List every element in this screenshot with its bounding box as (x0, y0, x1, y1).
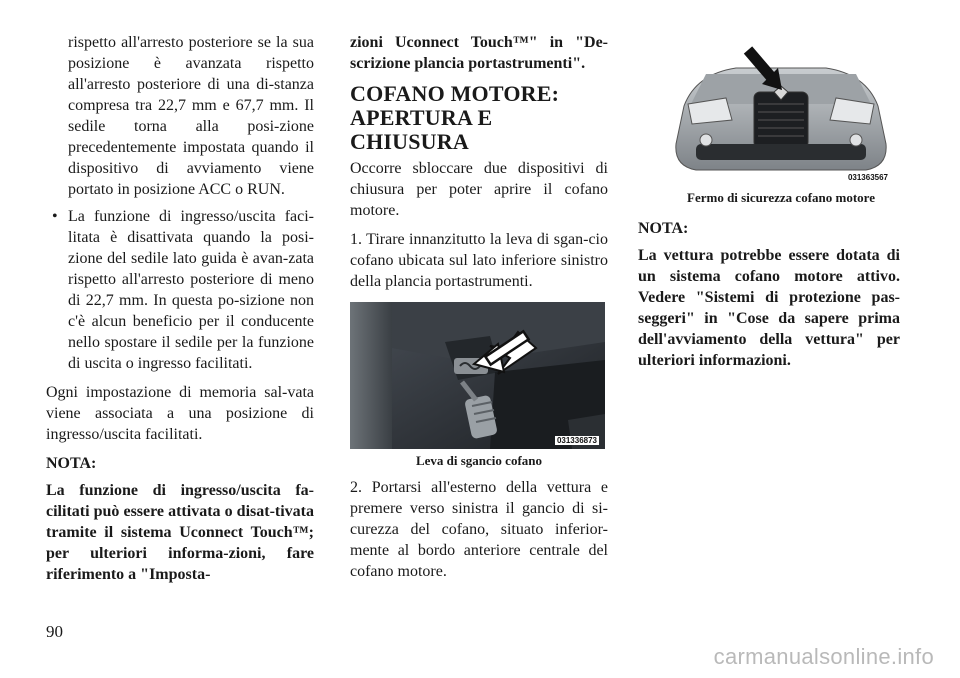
bullet-icon: • (52, 208, 58, 225)
section-heading (350, 82, 608, 154)
intro-paragraph: Occorre sbloccare due dispositivi di chiusura per poter aprire il cofano motore. (350, 160, 608, 219)
hood-safety-catch-figure (666, 46, 896, 186)
hood-release-lever-figure (350, 302, 605, 449)
watermark: carmanualsonline.info (713, 644, 934, 669)
heading-line-2: APERTURA E CHIUSURA (350, 105, 493, 154)
note-text: La funzione di ingresso/uscita fa-cilitati può essere attivata o disat-tivata tramite il sistema Uconnect Touch™; per ulteriori informa-zioni, fare riferimento a "Imposta- (46, 482, 314, 583)
continued-paragraph: rispetto all'arresto posteriore se la sua posizione è avanzata rispetto all'arresto posteriore di una di-stanza compresa tra 22,7 mm e 67,7 mm. Il sedile torna alla posi-zione precedentemente impostata quando il dispositivo di avviamento viene portato in posizione ACC o RUN. (68, 34, 314, 198)
step-1: 1. Tirare innanzitutto la leva di sgan-cio cofano ubicata sul lato inferiore sinistro della plancia portastrumenti. (350, 231, 608, 290)
column-left (46, 32, 314, 585)
note-label: NOTA: (46, 455, 97, 472)
heading-line-1: COFANO MOTORE: (350, 81, 560, 106)
note-text: La vettura potrebbe essere dotata di un sistema cofano motore attivo. Vedere "Sistemi di protezione pas-seggeri" in "Cose da sapere prima dell'avviamento della vettura" per ulteriori informazioni. (638, 247, 900, 369)
note-label: NOTA: (638, 220, 689, 237)
figure-id: 031336873 (556, 436, 597, 445)
figure-id: 031363567 (847, 173, 888, 182)
page-number: 90 (46, 622, 63, 641)
step-2: 2. Portarsi all'esterno della vettura e premere verso sinistra il gancio di si-curezza del cofano, situato inferior-mente al bordo anteriore centrale del cofano motore. (350, 479, 608, 580)
figure-caption: Leva di sgancio cofano (415, 453, 543, 468)
column-right (638, 32, 900, 371)
note-continuation: zioni Uconnect Touch™" in "De-scrizione plancia portastrumenti". (350, 34, 608, 72)
hood-release-lever-illustration (350, 302, 605, 449)
bullet-text: La funzione di ingresso/uscita faci-litata è disattivata quando la posi-zione del sedile lato guida è avan-zata rispetto all'arresto posteriore di meno di 22,7 mm. In questa po-sizione non c'è alcun beneficio per il conducente nello spostare il sedile per la funzione di uscita o ingresso facilitati. (68, 208, 314, 372)
column-middle (350, 32, 608, 582)
figure-caption: Fermo di sicurezza cofano motore (687, 190, 875, 205)
car-front-illustration (666, 46, 896, 186)
memory-paragraph: Ogni impostazione di memoria sal-vata viene associata a una posizione di ingresso/uscita facilitati. (46, 384, 314, 443)
bullet-item (46, 206, 314, 374)
